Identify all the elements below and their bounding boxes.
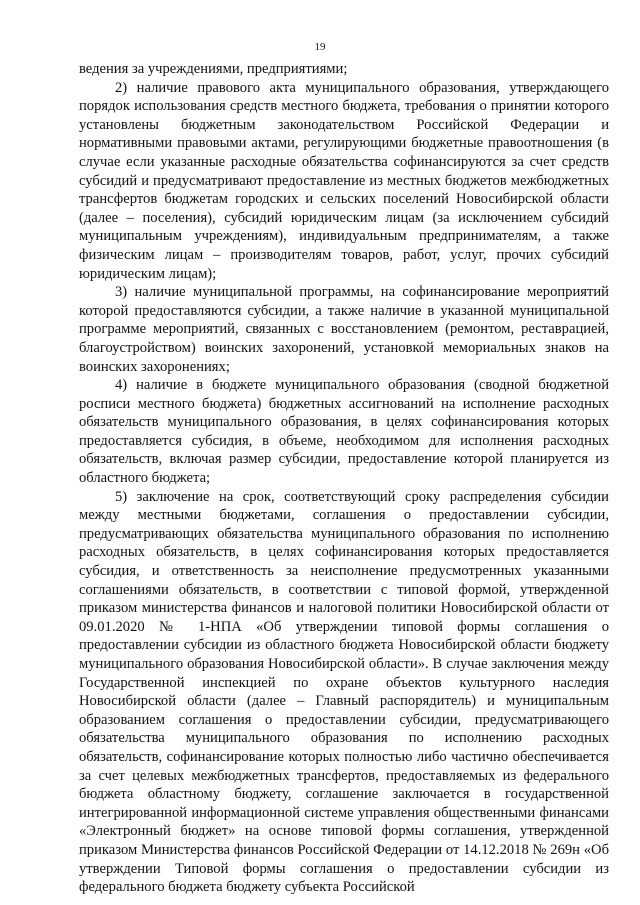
paragraph-item-2: 2) наличие правового акта муниципального образования, утверждающего порядок использования средств местного бюджета, требования о принятии которого установлены бюджетным законодательством Российской Федерации и нормативными правовыми актами, регулирующими бюджетные правоотношения (в случае если указанные расходные обязательства софинансируются за счет средств субсидий и предусматривают предоставление из местных бюджетов межбюджетных трансфертов бюджетам городских и сельских поселений Новосибирской области (далее – поселения), субсидий юридическим лицам (за исключением субсидий муниципальным учреждениям), индивидуальным предпринимателям, а также физическим лицам – производителям товаров, работ, услуг, прочих субсидий юридическим лицам); xyxy=(79,79,609,282)
paragraph-continuation: ведения за учреждениями, предприятиями; xyxy=(79,61,348,77)
document-body xyxy=(79,60,609,897)
paragraph-item-3: 3) наличие муниципальной программы, на софинансирование мероприятий которой предоставляются субсидии, а также наличие в указанной муниципальной программе мероприятий, связанных с восстановлением (ремонтом, реставрацией, благоустройством) воинских захоронений, установкой мемориальных знаков на воинских захоронениях; xyxy=(79,284,609,375)
paragraph-item-5: 5) заключение на срок, соответствующий сроку распределения субсидии между местными бюджетами, соглашения о предоставлении субсидии, предусматривающих обязательства муниципального образования по исполнению расходных обязательств, в целях софинансирования которых предоставляется субсидия, и ответственность за неисполнение предусмотренных указанными соглашениями обязательств, в соответствии с типовой формой, утвержденной приказом министерства финансов и налоговой политики Новосибирской области от 09.01.2020 № 1-НПА «Об утверждении типовой формы соглашения о предоставлении субсидии из областного бюджета Новосибирской области бюджету муниципального образования Новосибирской области». В случае заключения между Государственной инспекцией по охране объектов культурного наследия Новосибирской области (далее – Главный распорядитель) и муниципальным образованием соглашения о предоставлении субсидии, предусматривающего обязательства муниципального образования по исполнению расходных обязательств, софинансирование которых полностью либо частично обеспечивается за счет целевых межбюджетных трансфертов, предоставляемых из федерального бюджета областному бюджету, соглашение заключается в государственной интегрированной информационной системе управления общественными финансами «Электронный бюджет» на основе типовой формы соглашения, утвержденной приказом Министерства финансов Российской Федерации от 14.12.2018 № 269н «Об утверждении Типовой формы соглашения о предоставлении субсидии из федерального бюджета бюджету субъекта Российской xyxy=(79,488,609,896)
page-number: 19 xyxy=(314,41,326,53)
paragraph-item-4: 4) наличие в бюджете муниципального образования (сводной бюджетной росписи местного бюджета) бюджетных ассигнований на исполнение расходных обязательств муниципального образования, в целях софинансирования которых предоставляется субсидия, в объеме, необходимом для исполнения расходных обязательств, включая размер субсидии, предоставление которой планируется из областного бюджета; xyxy=(79,377,609,487)
